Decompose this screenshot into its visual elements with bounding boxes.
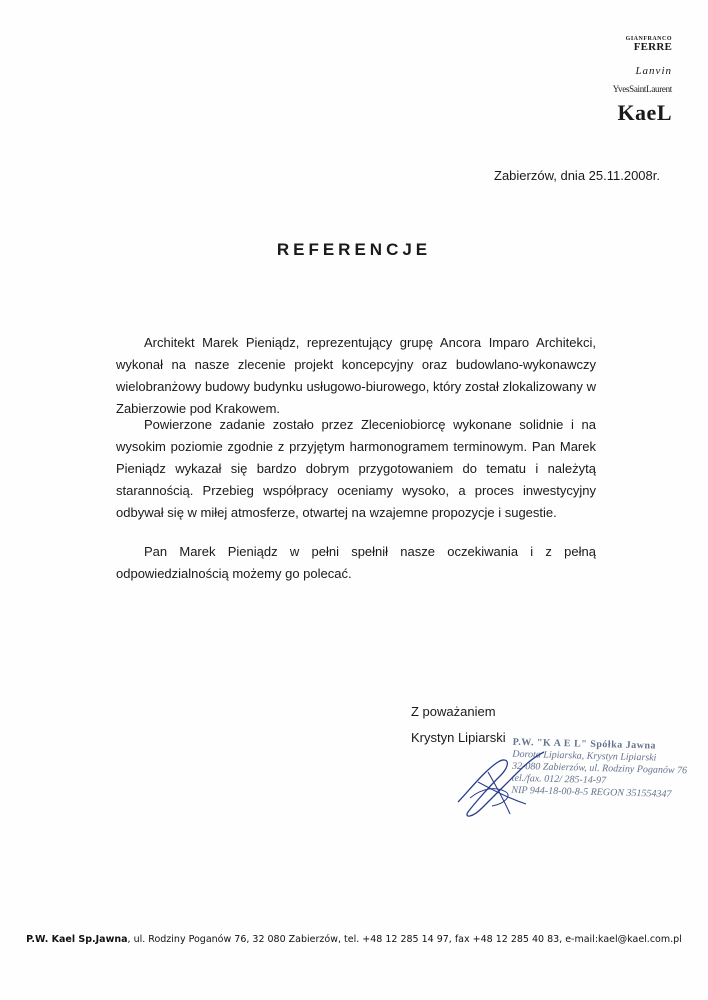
- stamp-line-5: NIP 944-18-00-8-5 REGON 351554347: [511, 784, 672, 800]
- paragraph-text: Powierzone zadanie zostało przez Zleceniobiorcę wykonane solidnie i na wysokim poziomie zgodnie z przyjętym harmonogramem terminowym. Pan Marek Pieniądz wykazał się bardzo dobrym przygotowaniem do tematu i należytą starannością. Przebieg współpracy oceniamy wysoko, a proces inwestycyjny odbywał się w miłej atmosferze, otwartej na wzajemne propozycje i sugestie.: [116, 417, 596, 520]
- paragraph-2: [116, 414, 596, 524]
- ferre-logo-small: GIANFRANCO: [625, 36, 672, 42]
- stamp-line-2: Dorota Lipiarska, Krystyn Lipiarski: [512, 748, 657, 764]
- paragraph-text: Architekt Marek Pieniądz, reprezentujący grupę Ancora Imparo Architekci, wykonał na nasze zlecenie projekt koncepcyjny oraz budowlano-wykonawczy wielobranżowy budowy budynku usługowo-biurowego, który został zlokalizowany w Zabierzowie pod Krakowem.: [116, 335, 596, 416]
- footer-company: P.W. Kael Sp.Jawna: [26, 934, 128, 945]
- paragraph-text: Pan Marek Pieniądz w pełni spełnił nasze oczekiwania i z pełną odpowiedzialnością możemy go polecać.: [116, 544, 596, 581]
- signer-name: Krystyn Lipiarski: [411, 730, 506, 745]
- stamp-line-4: tel./fax. 012/ 285-14-97: [511, 772, 607, 787]
- letter-footer: [0, 934, 708, 945]
- lanvin-logo: Lanvin: [635, 65, 672, 77]
- kael-logo: KaeL: [617, 100, 672, 125]
- closing-greeting: Z poważaniem: [411, 704, 496, 719]
- stamp-line-3: 32-080 Zabierzów, ul. Rodziny Poganów 76: [511, 760, 688, 777]
- ysl-logo: YvesSaintLaurent: [612, 84, 672, 94]
- paragraph-1: [116, 332, 596, 420]
- handwritten-signature: [448, 742, 568, 822]
- footer-details: , ul. Rodziny Poganów 76, 32 080 Zabierzów, tel. +48 12 285 14 97, fax +48 12 285 40 83, e-mail:kael@kael.com.pl: [127, 934, 682, 945]
- letter-date: Zabierzów, dnia 25.11.2008r.: [494, 168, 660, 183]
- document-title: REFERENCJE: [276, 240, 432, 259]
- brand-logos: [562, 36, 672, 126]
- stamp-line-1: P.W. "K A E L" Spółka Jawna: [512, 736, 657, 752]
- ferre-logo-big: FERRE: [633, 41, 672, 53]
- ferre-logo: [562, 36, 672, 53]
- paragraph-3: [116, 541, 596, 585]
